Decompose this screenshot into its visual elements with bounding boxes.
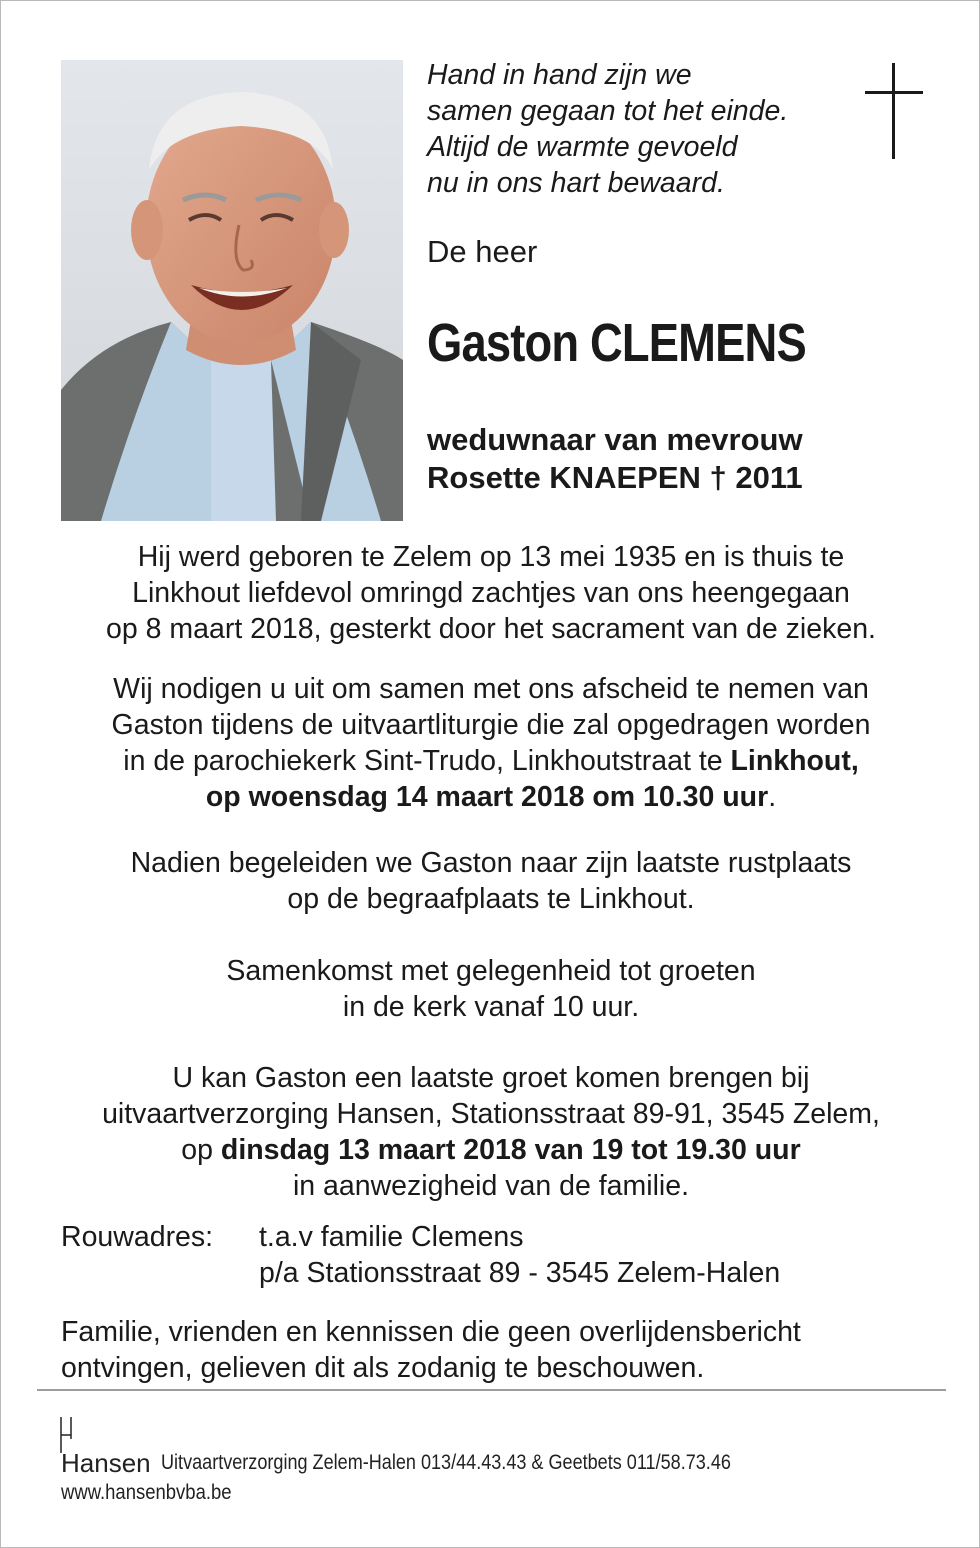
text-line	[31, 1132, 951, 1168]
address-row	[61, 1255, 780, 1291]
text-line	[31, 779, 951, 815]
salutation: De heer	[427, 234, 538, 269]
text-line: op 8 maart 2018, gesterkt door het sacrament van de zieken.	[106, 613, 876, 645]
address-label: Rouwadres:	[61, 1221, 214, 1253]
notice-paragraph	[61, 1314, 801, 1386]
website-link[interactable]: www.hansenbvba.be	[61, 1481, 232, 1504]
text-line	[31, 743, 951, 779]
spouse-line: weduwnaar van mevrouw	[427, 422, 803, 457]
footer-divider	[37, 1389, 946, 1391]
spouse-line: Rosette KNAEPEN † 2011	[427, 460, 803, 495]
text-line: Linkhout liefdevol omringd zachtjes van ons heengegaan	[132, 577, 850, 609]
text-line: Gaston tijdens de uitvaartliturgie die zal opgedragen worden	[111, 709, 871, 741]
text-line: in aanwezigheid van de familie.	[292, 1170, 690, 1202]
text-line: Familie, vrienden en kennissen die geen overlijdensbericht	[61, 1316, 801, 1348]
gathering-paragraph	[31, 953, 951, 1025]
invitation-paragraph	[31, 671, 951, 815]
text-line: U kan Gaston een laatste groet komen brengen bij	[172, 1062, 810, 1094]
text-line: ontvingen, gelieven dit als zodanig te beschouwen.	[61, 1352, 705, 1384]
poem	[427, 57, 847, 201]
poem-line: nu in ons hart bewaard.	[427, 167, 725, 199]
poem-line: samen gegaan tot het einde.	[427, 95, 789, 127]
text-segment: op	[181, 1134, 221, 1166]
text-segment: .	[768, 781, 777, 813]
portrait-photo	[61, 60, 403, 521]
latin-cross-icon	[865, 63, 923, 159]
burial-paragraph	[31, 845, 951, 917]
address-line: t.a.v familie Clemens	[259, 1221, 524, 1253]
visit-datetime: dinsdag 13 maart 2018 van 19 tot 19.30 uur	[220, 1134, 801, 1166]
address-row	[61, 1219, 780, 1255]
birth-death-paragraph	[31, 539, 951, 647]
text-segment: in de parochiekerk Sint-Trudo, Linkhoutstraat te	[123, 745, 731, 777]
funeral-datetime: op woensdag 14 maart 2018 om 10.30 uur	[205, 781, 769, 813]
text-line: in de kerk vanaf 10 uur.	[342, 991, 640, 1023]
text-line: Wij nodigen u uit om samen met ons afscheid te nemen van	[113, 673, 869, 705]
poem-line: Hand in hand zijn we	[427, 59, 692, 91]
poem-line: Altijd de warmte gevoeld	[427, 131, 738, 163]
address-line: p/a Stationsstraat 89 - 3545 Zelem-Halen	[259, 1257, 781, 1289]
funeral-home-info: Uitvaartverzorging Zelem-Halen 013/44.43.43 & Geetbets 011/58.73.46	[161, 1451, 731, 1474]
text-line: uitvaartverzorging Hansen, Stationsstraat 89-91, 3545 Zelem,	[102, 1098, 880, 1130]
hansen-logo-text: Hansen	[61, 1448, 151, 1478]
spouse-info	[427, 421, 803, 497]
text-line: Samenkomst met gelegenheid tot groeten	[226, 955, 756, 987]
mourning-address	[61, 1219, 780, 1291]
text-line: Nadien begeleiden we Gaston naar zijn laatste rustplaats	[130, 847, 852, 879]
deceased-name: Gaston CLEMENS	[427, 313, 806, 373]
text-line: Hij werd geboren te Zelem op 13 mei 1935 en is thuis te	[137, 541, 845, 573]
location-bold: Linkhout,	[730, 745, 859, 777]
visit-paragraph	[31, 1060, 951, 1204]
text-line: op de begraafplaats te Linkhout.	[287, 883, 695, 915]
address-spacer	[61, 1255, 259, 1291]
